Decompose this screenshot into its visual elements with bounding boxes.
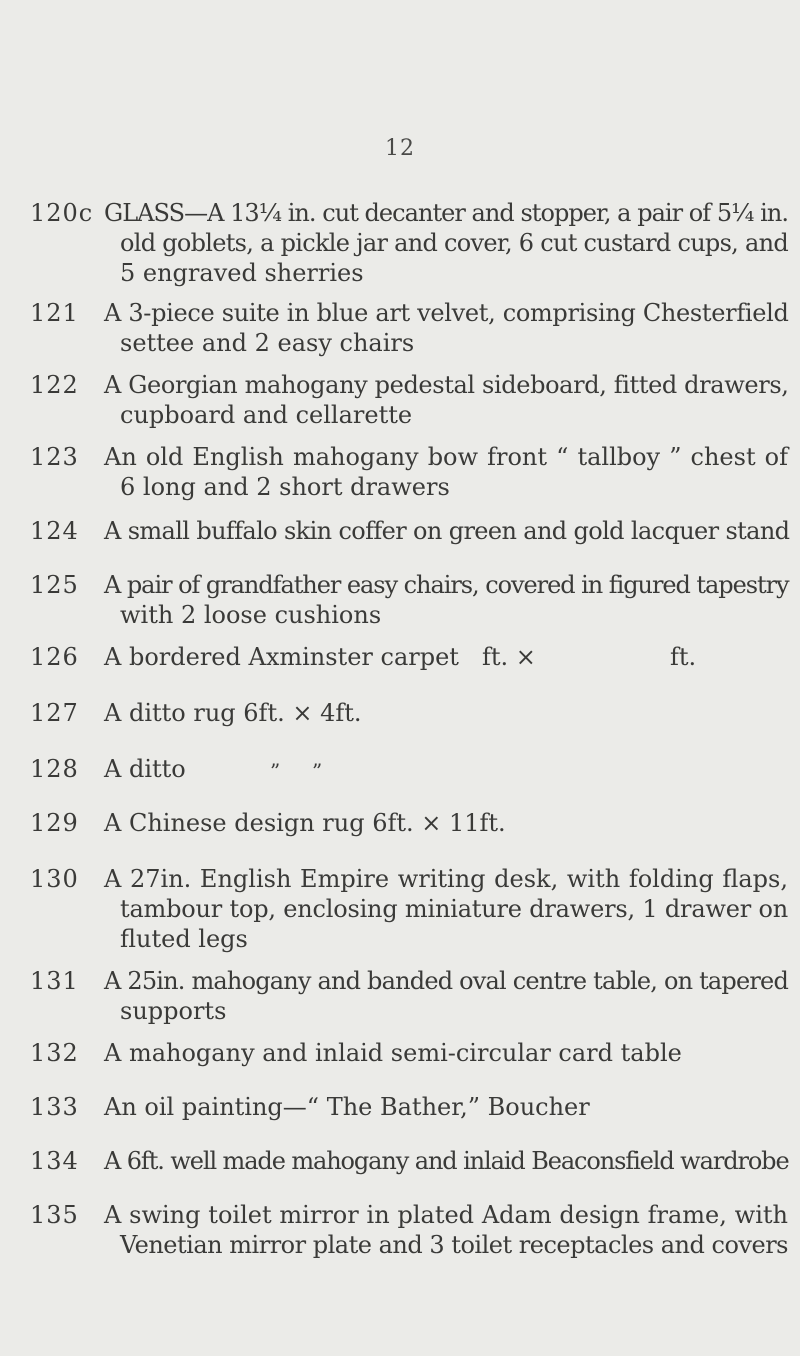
ditto-mark: ” xyxy=(270,759,281,783)
dimension-placeholder: ft. xyxy=(670,643,697,671)
lot-description-line: A Georgian mahogany pedestal sideboard, fitted drawers, xyxy=(104,371,789,399)
lot-description xyxy=(104,808,788,838)
lot-description xyxy=(104,516,788,546)
lot-number: 125 xyxy=(30,571,79,599)
lot-description-line: A 3-piece suite in blue art velvet, comprising Chesterfield xyxy=(104,299,789,327)
lot-description xyxy=(104,570,788,630)
lot-number: 135 xyxy=(30,1201,79,1229)
lot-description xyxy=(104,198,788,288)
lot-description-line: A mahogany and inlaid semi-circular card table xyxy=(104,1039,682,1067)
lot-description-line: Venetian mirror plate and 3 toilet receptacles and covers xyxy=(120,1231,789,1259)
lot-description-line: cupboard and cellarette xyxy=(120,401,413,429)
lot-number: 122 xyxy=(30,371,79,399)
lot-description xyxy=(104,370,788,430)
lot-description xyxy=(104,864,788,954)
lot-description xyxy=(104,754,788,784)
lot-description-line: An oil painting—“ The Bather,” Boucher xyxy=(104,1093,590,1121)
lot-description xyxy=(104,298,788,358)
lot-description xyxy=(104,642,788,672)
lot-number: 120c xyxy=(30,199,94,227)
lot-description-line: A small buffalo skin coffer on green and gold lacquer stand xyxy=(104,517,790,545)
lot-description-line: A ditto rug 6ft. × 4ft. xyxy=(104,699,362,727)
lot-description-line: fluted legs xyxy=(120,925,248,953)
lot-number: 123 xyxy=(30,443,79,471)
lot-number: 129 xyxy=(30,809,79,837)
lot-number: 128 xyxy=(30,755,79,783)
lot-description-line: 6 long and 2 short drawers xyxy=(120,473,450,501)
lot-number: 127 xyxy=(30,699,79,727)
page-number: 12 xyxy=(385,136,415,161)
dimension-placeholder: ft. × xyxy=(482,643,536,671)
lot-description xyxy=(104,966,788,1026)
lot-description-line: A 25in. mahogany and banded oval centre table, on tapered xyxy=(104,967,789,995)
lot-description xyxy=(104,442,788,502)
lot-description-line: 5 engraved sherries xyxy=(120,259,364,287)
lot-description-line: old goblets, a pickle jar and cover, 6 cut custard cups, and xyxy=(120,229,788,257)
lot-description xyxy=(104,1038,788,1068)
lot-description-text: A bordered Axminster carpet xyxy=(104,643,459,671)
lot-description-line: tambour top, enclosing miniature drawers, 1 drawer on xyxy=(120,895,788,923)
lot-description-line: A 27in. English Empire writing desk, with folding flaps, xyxy=(104,865,788,893)
lot-description xyxy=(104,698,788,728)
lot-description-line: A swing toilet mirror in plated Adam design frame, with xyxy=(104,1201,788,1229)
ditto-mark: ” xyxy=(312,759,323,783)
lot-description-line: An old English mahogany bow front “ tallboy ” chest of xyxy=(104,443,788,471)
lot-number: 130 xyxy=(30,865,79,893)
lot-description xyxy=(104,1200,788,1260)
lot-number: 126 xyxy=(30,643,79,671)
lot-number: 131 xyxy=(30,967,79,995)
lot-description-line: with 2 loose cushions xyxy=(120,601,382,629)
lot-description-line: GLASS—A 13¼ in. cut decanter and stopper, a pair of 5¼ in. xyxy=(104,199,788,227)
lot-description-line xyxy=(104,642,788,672)
lot-number: 132 xyxy=(30,1039,79,1067)
lot-number: 124 xyxy=(30,517,79,545)
lot-description-line: settee and 2 easy chairs xyxy=(120,329,415,357)
lot-number: 133 xyxy=(30,1093,79,1121)
lot-description xyxy=(104,1146,788,1176)
lot-description-line: A Chinese design rug 6ft. × 11ft. xyxy=(104,809,506,837)
lot-number: 121 xyxy=(30,299,79,327)
lot-description-line: A pair of grandfather easy chairs, covered in figured tapestry xyxy=(104,571,789,599)
lot-description-line xyxy=(104,754,788,784)
lot-description-line: supports xyxy=(120,997,227,1025)
lot-description-text: A ditto xyxy=(104,755,186,783)
lot-number: 134 xyxy=(30,1147,79,1175)
lot-description xyxy=(104,1092,788,1122)
lot-description-line: A 6ft. well made mahogany and inlaid Beaconsfield wardrobe xyxy=(104,1147,789,1175)
